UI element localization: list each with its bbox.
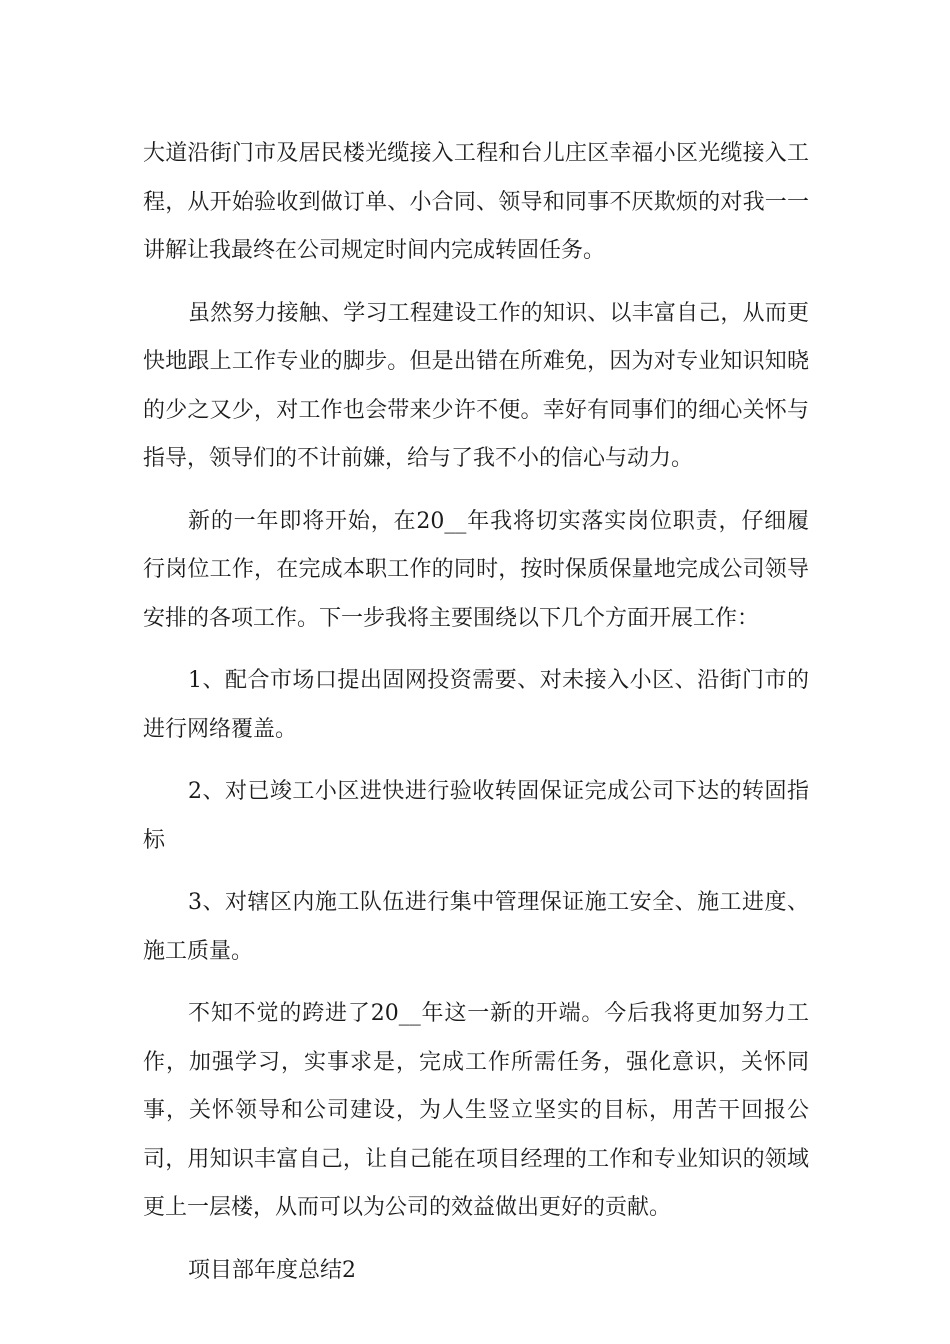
- paragraph-learning: 虽然努力接触、学习工程建设工作的知识、以丰富自己，从而更快地跟上工作专业的脚步。但是出错在所难免，因为对专业知识知晓的少之又少，对工作也会带来少许不便。幸好有同事们的细心关怀与指导，领导们的不计前嫌，给与了我不小的信心与动力。: [143, 300, 809, 471]
- section-heading: 项目部年度总结2: [188, 1257, 356, 1283]
- paragraph-continuation: 大道沿街门市及居民楼光缆接入工程和台儿庄区幸福小区光缆接入工程，从开始验收到做订单、小合同、领导和同事不厌欺烦的对我一一讲解让我最终在公司规定时间内完成转固任务。: [143, 141, 809, 263]
- list-item-1: 1、配合市场口提出固网投资需要、对未接入小区、沿街门市的进行网络覆盖。: [143, 668, 809, 742]
- paragraph-conclusion: 不知不觉的跨进了20__年这一新的开端。今后我将更加努力工作，加强学习，实事求是，完成工作所需任务，强化意识，关怀同事，关怀领导和公司建设，为人生竖立坚实的目标，用苦干回报公司，用知识丰富自己，让自己能在项目经理的工作和专业知识的领域更上一层楼，从而可以为公司的效益做出更好的贡献。: [143, 1001, 809, 1220]
- paragraph-new-year-plan: 新的一年即将开始，在20__年我将切实落实岗位职责，仔细履行岗位工作，在完成本职工作的同时，按时保质保量地完成公司领导安排的各项工作。下一步我将主要围绕以下几个方面开展工作：: [143, 508, 809, 631]
- document-body: [143, 130, 809, 1309]
- list-item-2: 2、对已竣工小区进快进行验收转固保证完成公司下达的转固指标: [143, 779, 809, 853]
- list-item-3: 3、对辖区内施工队伍进行集中管理保证施工安全、施工进度、施工质量。: [143, 890, 809, 964]
